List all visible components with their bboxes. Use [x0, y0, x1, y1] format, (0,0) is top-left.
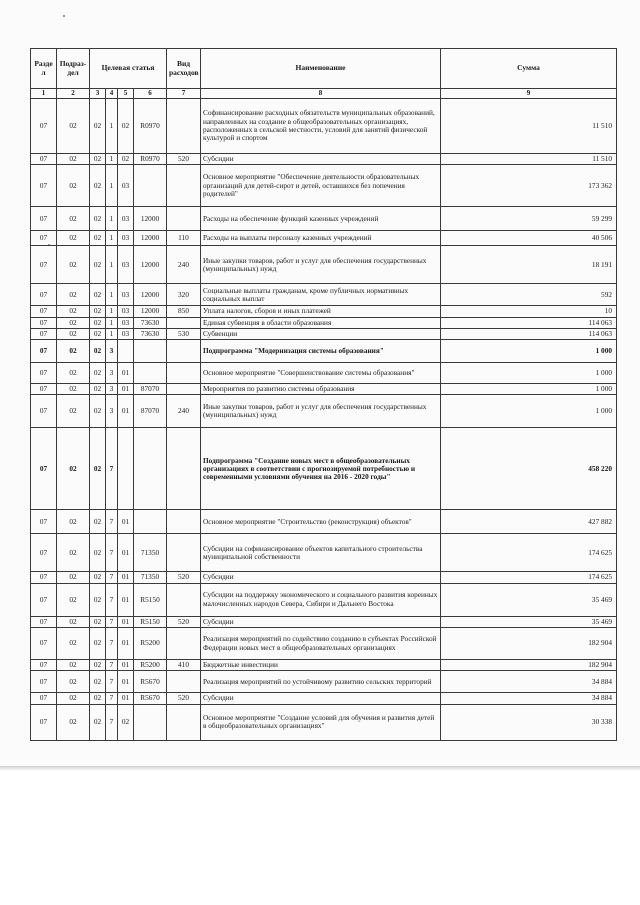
cell-subsection: 02	[57, 231, 90, 246]
table-row	[31, 384, 617, 395]
cell-expense-type	[167, 671, 201, 693]
cell-program: 02	[90, 154, 106, 165]
cell-event: 03	[118, 165, 134, 207]
cell-amount: 182 904	[441, 628, 617, 660]
cell-section: 07	[31, 534, 57, 572]
cell-section: 07	[31, 363, 57, 384]
table-row	[31, 246, 617, 284]
column-number: 3	[90, 89, 106, 99]
cell-program: 02	[90, 693, 106, 704]
cell-name: Уплата налогов, сборов и иных платежей	[201, 306, 441, 317]
cell-subsection: 02	[57, 510, 90, 534]
cell-direction: R0970	[134, 99, 167, 154]
cell-event: 01	[118, 693, 134, 704]
cell-expense-type	[167, 317, 201, 328]
table-row	[31, 99, 617, 154]
cell-expense-type	[167, 99, 201, 154]
cell-expense-type	[167, 704, 201, 740]
cell-program: 02	[90, 583, 106, 616]
cell-subsection: 02	[57, 328, 90, 339]
cell-section: 07	[31, 306, 57, 317]
cell-section: 07	[31, 660, 57, 671]
cell-expense-type: 110	[167, 231, 201, 246]
cell-event: 03	[118, 284, 134, 306]
cell-subsection: 02	[57, 660, 90, 671]
cell-section: 07	[31, 154, 57, 165]
cell-direction: R0970	[134, 154, 167, 165]
table-row	[31, 660, 617, 671]
cell-subsection: 02	[57, 99, 90, 154]
page-edge-shadow	[0, 766, 640, 771]
cell-subsection: 02	[57, 572, 90, 583]
cell-name: Субсидии	[201, 154, 441, 165]
cell-subprogram: 1	[106, 99, 118, 154]
cell-event: 01	[118, 616, 134, 627]
cell-amount: 174 625	[441, 572, 617, 583]
cell-subprogram: 7	[106, 628, 118, 660]
cell-subsection: 02	[57, 207, 90, 231]
cell-expense-type: 240	[167, 246, 201, 284]
cell-subprogram: 7	[106, 660, 118, 671]
cell-direction: 71350	[134, 572, 167, 583]
cell-amount: 173 362	[441, 165, 617, 207]
cell-subprogram: 1	[106, 317, 118, 328]
cell-subprogram: 1	[106, 246, 118, 284]
cell-direction: 12000	[134, 306, 167, 317]
cell-expense-type	[167, 363, 201, 384]
cell-expense-type: 530	[167, 328, 201, 339]
header-expense-type: Вид расходов	[167, 49, 201, 89]
cell-direction	[134, 165, 167, 207]
cell-direction: 12000	[134, 231, 167, 246]
cell-amount: 1 000	[441, 340, 617, 363]
cell-program: 02	[90, 363, 106, 384]
cell-program: 02	[90, 384, 106, 395]
table-row	[31, 583, 617, 616]
cell-name: Иные закупки товаров, работ и услуг для обеспечения государственных (муниципальных) нужд	[201, 395, 441, 428]
cell-subsection: 02	[57, 428, 90, 510]
cell-direction: R5670	[134, 671, 167, 693]
cell-subprogram: 1	[106, 231, 118, 246]
cell-direction: R5200	[134, 660, 167, 671]
cell-direction: 12000	[134, 284, 167, 306]
cell-subsection: 02	[57, 284, 90, 306]
table-row	[31, 616, 617, 627]
column-number: 7	[167, 89, 201, 99]
cell-name: Расходы на обеспечение функций казенных учреждений	[201, 207, 441, 231]
cell-subprogram: 1	[106, 306, 118, 317]
cell-section: 07	[31, 340, 57, 363]
table-row	[31, 306, 617, 317]
cell-event: 02	[118, 99, 134, 154]
cell-program: 02	[90, 616, 106, 627]
cell-section: 07	[31, 165, 57, 207]
cell-event	[118, 340, 134, 363]
cell-direction: R5200	[134, 628, 167, 660]
cell-direction	[134, 704, 167, 740]
cell-subsection: 02	[57, 395, 90, 428]
cell-event: 01	[118, 583, 134, 616]
cell-program: 02	[90, 572, 106, 583]
cell-subsection: 02	[57, 317, 90, 328]
cell-amount: 34 884	[441, 693, 617, 704]
table-row	[31, 165, 617, 207]
cell-expense-type: 240	[167, 395, 201, 428]
cell-subprogram: 7	[106, 693, 118, 704]
column-number: 5	[118, 89, 134, 99]
cell-amount: 114 063	[441, 328, 617, 339]
cell-section: 07	[31, 284, 57, 306]
cell-event: 02	[118, 154, 134, 165]
cell-event: 01	[118, 395, 134, 428]
cell-subprogram: 3	[106, 395, 118, 428]
cell-name: Субсидии на софинансирование объектов капитального строительства муниципальной собственности	[201, 534, 441, 572]
cell-amount: 35 469	[441, 583, 617, 616]
cell-section: 07	[31, 395, 57, 428]
column-number: 1	[31, 89, 57, 99]
cell-name: Бюджетные инвестиции	[201, 660, 441, 671]
budget-table	[30, 48, 617, 741]
cell-name: Реализация мероприятий по устойчивому развитию сельских территорий	[201, 671, 441, 693]
cell-event: 01	[118, 660, 134, 671]
header-target-article: Целевая статья	[90, 49, 167, 89]
cell-section: 07	[31, 328, 57, 339]
cell-section: 07	[31, 246, 57, 284]
cell-direction: R5670	[134, 693, 167, 704]
cell-subprogram: 3	[106, 340, 118, 363]
cell-section: 07	[31, 384, 57, 395]
cell-section: 07	[31, 616, 57, 627]
cell-name: Подпрограмма "Модернизация системы образования"	[201, 340, 441, 363]
cell-event: 03	[118, 246, 134, 284]
cell-event: 01	[118, 628, 134, 660]
cell-event	[118, 428, 134, 510]
cell-section: 07	[31, 510, 57, 534]
table-row	[31, 671, 617, 693]
cell-amount: 30 338	[441, 704, 617, 740]
cell-section: 07	[31, 317, 57, 328]
cell-event: 01	[118, 510, 134, 534]
cell-amount: 427 882	[441, 510, 617, 534]
cell-amount: 34 884	[441, 671, 617, 693]
header-name: Наименование	[201, 49, 441, 89]
cell-subsection: 02	[57, 534, 90, 572]
cell-name: Субвенции	[201, 328, 441, 339]
cell-expense-type: 320	[167, 284, 201, 306]
cell-section: 07	[31, 207, 57, 231]
table-row	[31, 534, 617, 572]
cell-subprogram: 7	[106, 428, 118, 510]
table-row	[31, 572, 617, 583]
cell-event: 01	[118, 572, 134, 583]
table-row	[31, 704, 617, 740]
cell-program: 02	[90, 165, 106, 207]
cell-amount: 18 191	[441, 246, 617, 284]
cell-expense-type: 410	[167, 660, 201, 671]
cell-event: 01	[118, 363, 134, 384]
cell-program: 02	[90, 340, 106, 363]
cell-program: 02	[90, 395, 106, 428]
cell-program: 02	[90, 328, 106, 339]
cell-expense-type: 520	[167, 616, 201, 627]
cell-program: 02	[90, 534, 106, 572]
cell-subsection: 02	[57, 363, 90, 384]
cell-program: 02	[90, 704, 106, 740]
cell-event: 03	[118, 207, 134, 231]
cell-program: 02	[90, 317, 106, 328]
cell-direction: 73630	[134, 328, 167, 339]
cell-name: Мероприятия по развитию системы образования	[201, 384, 441, 395]
cell-amount: 592	[441, 284, 617, 306]
cell-subsection: 02	[57, 616, 90, 627]
cell-section: 07	[31, 99, 57, 154]
cell-amount: 114 063	[441, 317, 617, 328]
cell-expense-type: 520	[167, 154, 201, 165]
cell-direction: 87070	[134, 384, 167, 395]
cell-program: 02	[90, 246, 106, 284]
cell-name: Подпрограмма "Создание новых мест в общеобразовательных организациях в соответствии с прогнозируемой потребностью и современными условиями обучения на 2016 - 2020 годы"	[201, 428, 441, 510]
cell-direction: 87070	[134, 395, 167, 428]
column-number-row	[31, 89, 617, 99]
cell-subprogram: 7	[106, 704, 118, 740]
cell-direction	[134, 428, 167, 510]
cell-subprogram: 7	[106, 534, 118, 572]
cell-event: 03	[118, 328, 134, 339]
cell-expense-type	[167, 340, 201, 363]
cell-direction	[134, 510, 167, 534]
cell-amount: 182 904	[441, 660, 617, 671]
column-number: 8	[201, 89, 441, 99]
table-row	[31, 328, 617, 339]
cell-name: Основное мероприятие "Совершенствование системы образования"	[201, 363, 441, 384]
cell-name: Основное мероприятие "Строительство (реконструкция) объектов"	[201, 510, 441, 534]
cell-program: 02	[90, 306, 106, 317]
cell-amount: 458 220	[441, 428, 617, 510]
cell-name: Расходы на выплаты персоналу казенных учреждений	[201, 231, 441, 246]
cell-amount: 35 469	[441, 616, 617, 627]
cell-section: 07	[31, 583, 57, 616]
cell-name: Субсидии	[201, 572, 441, 583]
cell-direction: R5150	[134, 583, 167, 616]
cell-amount: 174 625	[441, 534, 617, 572]
cell-program: 02	[90, 284, 106, 306]
cell-section: 07	[31, 628, 57, 660]
cell-name: Иные закупки товаров, работ и услуг для обеспечения государственных (муниципальных) нужд	[201, 246, 441, 284]
cell-subsection: 02	[57, 671, 90, 693]
cell-subprogram: 3	[106, 363, 118, 384]
table-row	[31, 628, 617, 660]
cell-direction: 71350	[134, 534, 167, 572]
cell-subprogram: 1	[106, 154, 118, 165]
cell-name: Основное мероприятие "Создание условий для обучения и развития детей в общеобразовательных организациях"	[201, 704, 441, 740]
cell-event: 01	[118, 671, 134, 693]
column-number: 2	[57, 89, 90, 99]
cell-program: 02	[90, 207, 106, 231]
cell-section: 07	[31, 671, 57, 693]
cell-name: Софинансирование расходных обязательств муниципальных образований, направленных на создание в общеобразовательных организациях, расположенных в сельской местности, условий для занятий физической культурой и спортом	[201, 99, 441, 154]
cell-direction: 12000	[134, 207, 167, 231]
cell-direction	[134, 340, 167, 363]
cell-name: Субсидии на поддержку экономического и социального развития коренных малочисленных народов Севера, Сибири и Дальнего Востока	[201, 583, 441, 616]
cell-section: 07	[31, 428, 57, 510]
column-number: 9	[441, 89, 617, 99]
table-row	[31, 340, 617, 363]
cell-program: 02	[90, 628, 106, 660]
cell-name: Основное мероприятие "Обеспечение деятельности образовательных организаций для детей-сирот и детей, оставшихся без попечения родителей"	[201, 165, 441, 207]
table-row	[31, 231, 617, 246]
cell-subsection: 02	[57, 628, 90, 660]
cell-program: 02	[90, 510, 106, 534]
table-row	[31, 207, 617, 231]
cell-program: 02	[90, 428, 106, 510]
cell-subprogram: 7	[106, 671, 118, 693]
cell-program: 02	[90, 231, 106, 246]
cell-program: 02	[90, 99, 106, 154]
cell-expense-type	[167, 510, 201, 534]
table-row	[31, 317, 617, 328]
cell-subprogram: 3	[106, 384, 118, 395]
cell-subprogram: 1	[106, 165, 118, 207]
cell-amount: 1 000	[441, 384, 617, 395]
table-row	[31, 363, 617, 384]
table-row	[31, 284, 617, 306]
cell-expense-type: 520	[167, 572, 201, 583]
cell-expense-type	[167, 384, 201, 395]
cell-expense-type	[167, 165, 201, 207]
cell-name: Субсидии	[201, 693, 441, 704]
cell-subsection: 02	[57, 693, 90, 704]
header-row	[31, 49, 617, 89]
cell-expense-type	[167, 534, 201, 572]
cell-subsection: 02	[57, 165, 90, 207]
cell-subprogram: 7	[106, 616, 118, 627]
cell-expense-type	[167, 207, 201, 231]
cell-subsection: 02	[57, 246, 90, 284]
cell-subprogram: 7	[106, 572, 118, 583]
cell-event: 03	[118, 306, 134, 317]
cell-subprogram: 1	[106, 328, 118, 339]
table-row	[31, 428, 617, 510]
cell-section: 07	[31, 231, 57, 246]
cell-direction: 73630	[134, 317, 167, 328]
cell-amount: 10	[441, 306, 617, 317]
cell-direction	[134, 363, 167, 384]
cell-expense-type	[167, 583, 201, 616]
cell-amount: 11 510	[441, 99, 617, 154]
cell-name: Субсидии	[201, 616, 441, 627]
cell-amount: 1 000	[441, 363, 617, 384]
cell-subsection: 02	[57, 306, 90, 317]
cell-program: 02	[90, 671, 106, 693]
cell-expense-type	[167, 428, 201, 510]
cell-event: 02	[118, 704, 134, 740]
cell-event: 03	[118, 231, 134, 246]
cell-subprogram: 7	[106, 510, 118, 534]
cell-subsection: 02	[57, 384, 90, 395]
table-row	[31, 510, 617, 534]
table-row	[31, 395, 617, 428]
cell-direction: 12000	[134, 246, 167, 284]
cell-name: Единая субвенция в области образования	[201, 317, 441, 328]
cell-event: 01	[118, 384, 134, 395]
column-number: 4	[106, 89, 118, 99]
header-amount: Сумма	[441, 49, 617, 89]
cell-subsection: 02	[57, 154, 90, 165]
cell-amount: 11 510	[441, 154, 617, 165]
cell-amount: 1 000	[441, 395, 617, 428]
cell-name: Социальные выплаты гражданам, кроме публичных нормативных социальных выплат	[201, 284, 441, 306]
cell-subprogram: 1	[106, 284, 118, 306]
header-subsection: Подраз- дел	[57, 49, 90, 89]
table-body	[31, 99, 617, 741]
cell-subprogram: 1	[106, 207, 118, 231]
cell-program: 02	[90, 660, 106, 671]
cell-section: 07	[31, 572, 57, 583]
cell-subsection: 02	[57, 583, 90, 616]
scan-speck	[63, 15, 65, 17]
cell-event: 01	[118, 534, 134, 572]
cell-direction: R5150	[134, 616, 167, 627]
cell-section: 07	[31, 693, 57, 704]
header-section: Разде л	[31, 49, 57, 89]
table-row	[31, 693, 617, 704]
cell-expense-type: 520	[167, 693, 201, 704]
table-row	[31, 154, 617, 165]
cell-expense-type	[167, 628, 201, 660]
cell-expense-type: 850	[167, 306, 201, 317]
cell-amount: 40 506	[441, 231, 617, 246]
cell-subprogram: 7	[106, 583, 118, 616]
cell-name: Реализация мероприятий по содействию созданию в субъектах Российской Федерации новых мест в общеобразовательных организациях	[201, 628, 441, 660]
cell-subsection: 02	[57, 704, 90, 740]
column-number: 6	[134, 89, 167, 99]
cell-subsection: 02	[57, 340, 90, 363]
cell-amount: 59 299	[441, 207, 617, 231]
cell-section: 07	[31, 704, 57, 740]
cell-event: 03	[118, 317, 134, 328]
